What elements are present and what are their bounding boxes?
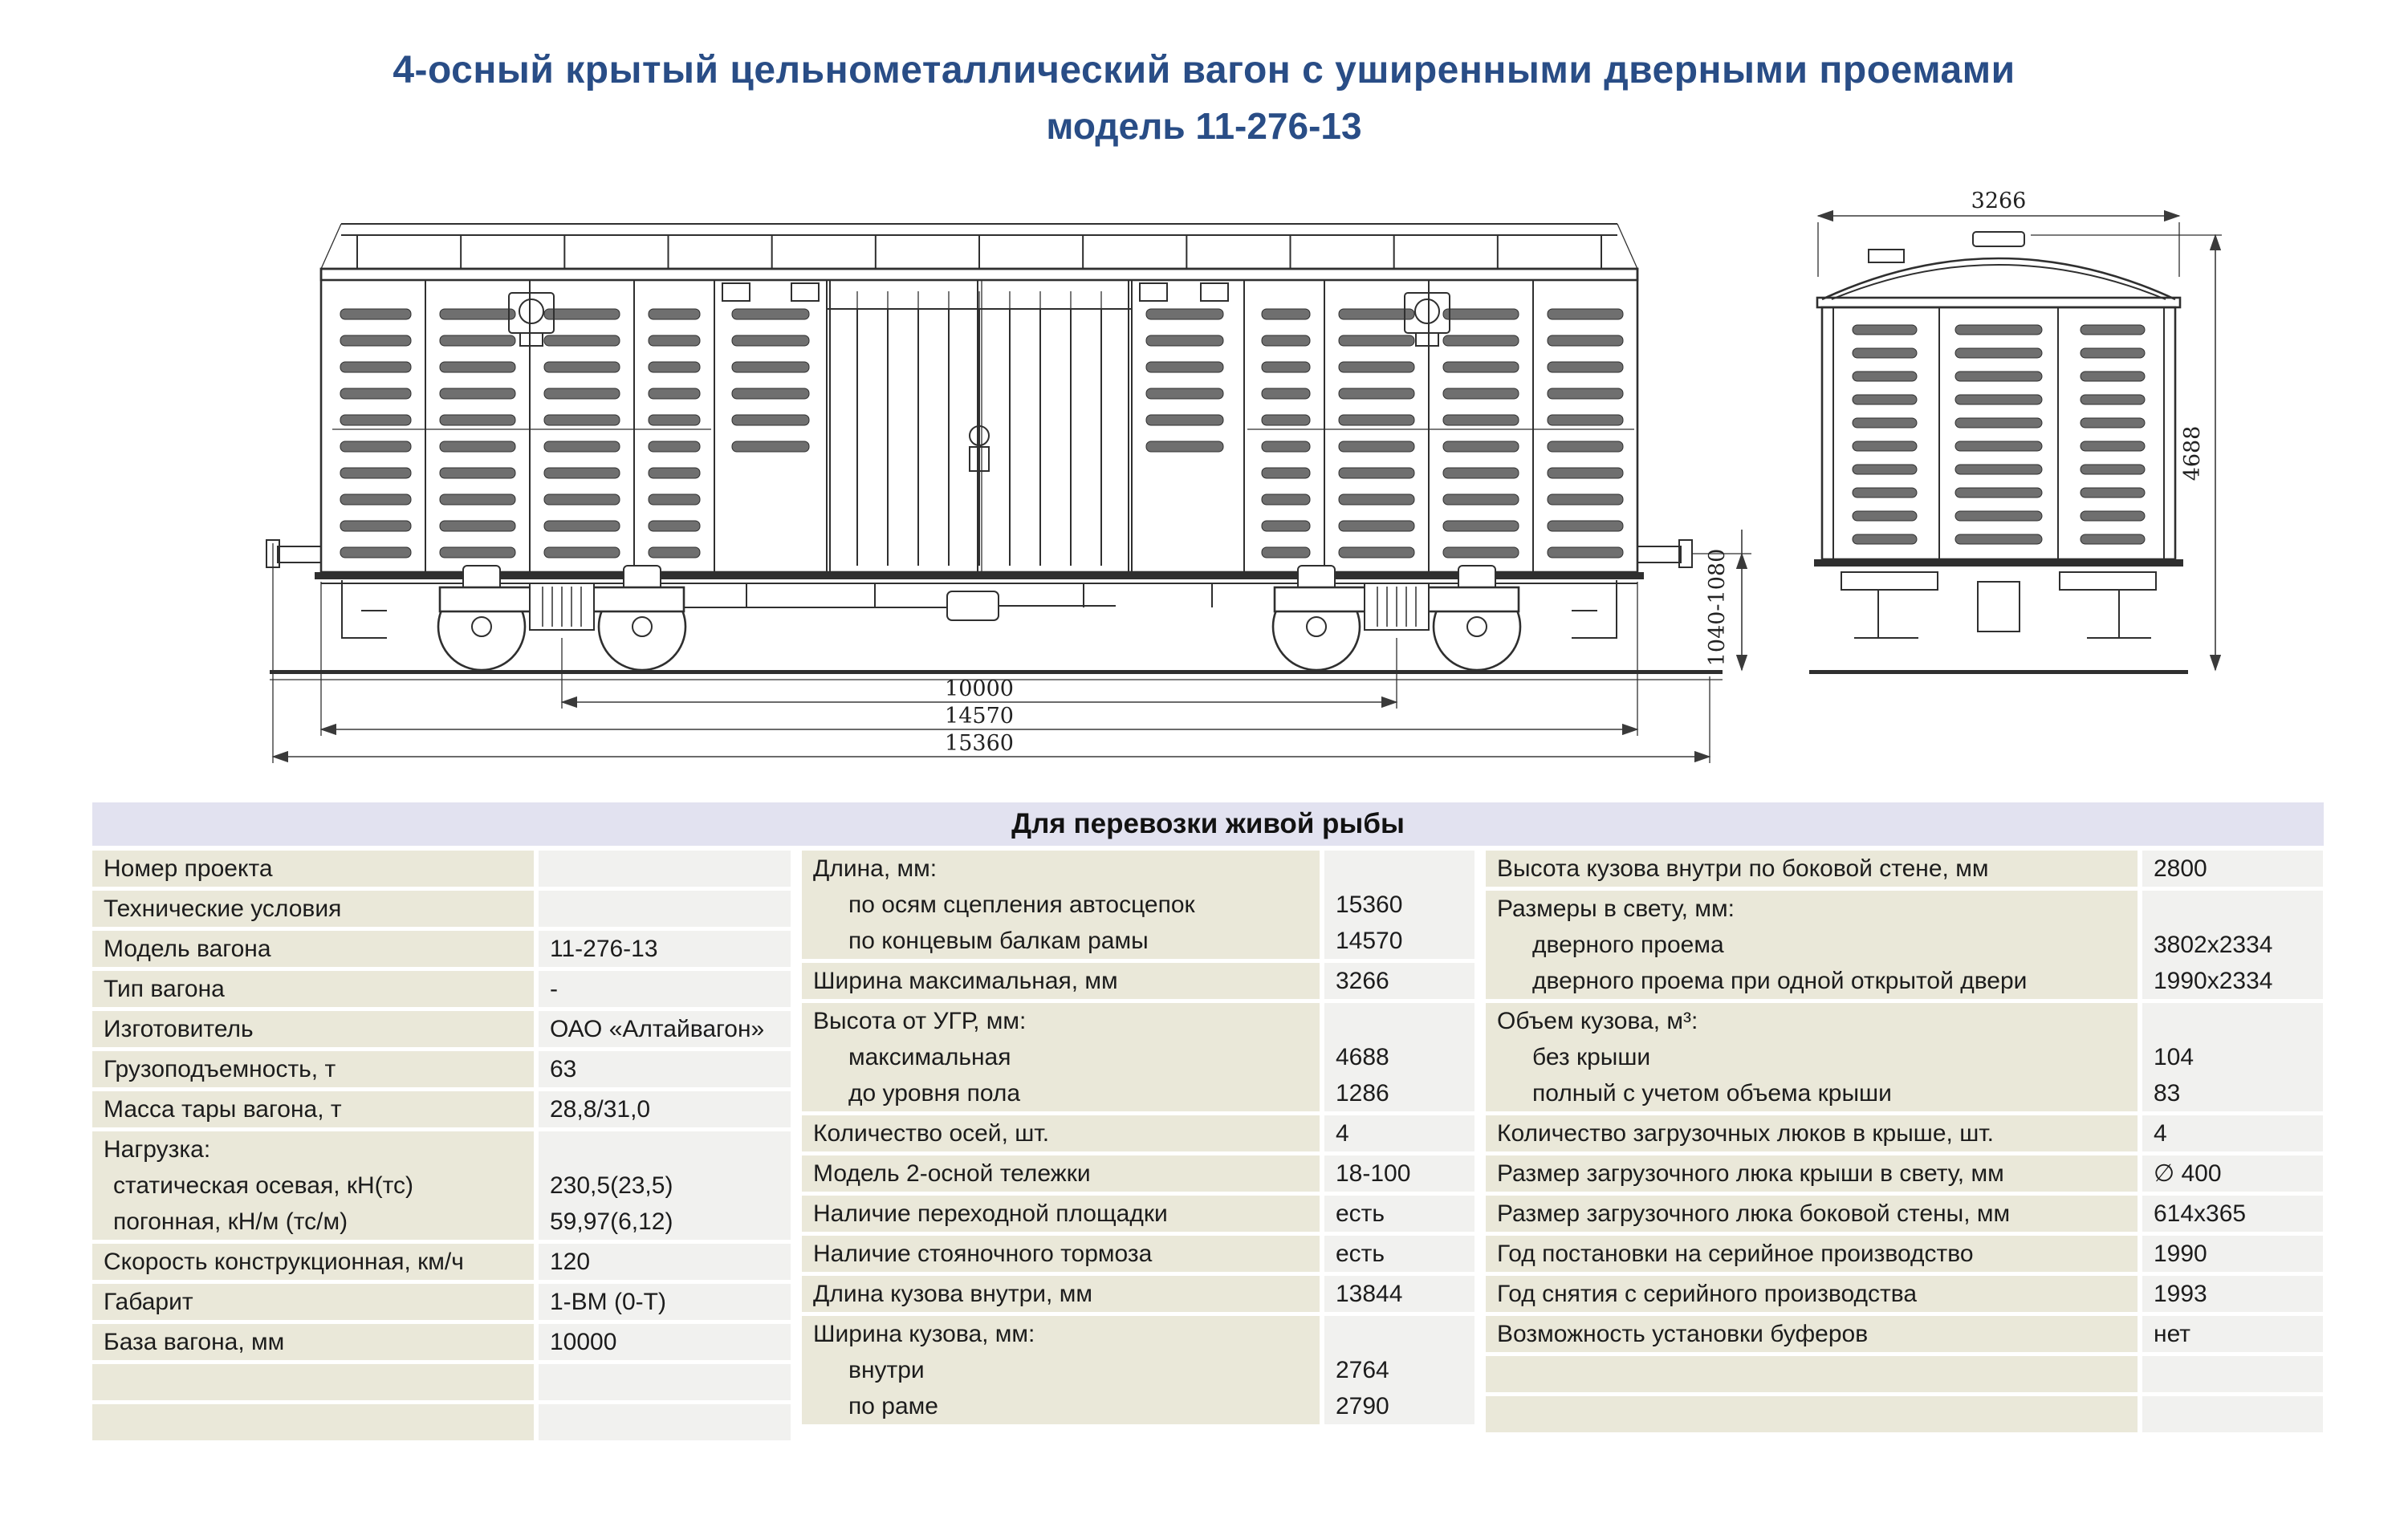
- label-cell: [802, 851, 1320, 959]
- end-undergear: [1841, 572, 2156, 638]
- value-cell: [1324, 1155, 1474, 1192]
- table-row: [1486, 1316, 2323, 1352]
- table-row: [802, 1196, 1474, 1232]
- value-text: [539, 1131, 791, 1168]
- label-text: максимальная: [848, 1044, 1011, 1070]
- dim-frame-length-label: 14570: [945, 704, 1014, 729]
- label-cell: [1486, 1396, 2138, 1432]
- table-row: [92, 1011, 791, 1047]
- label-text: полный с учетом объема крыши: [1532, 1080, 1892, 1107]
- value-text: 2764: [1336, 1357, 1389, 1383]
- label-text: Наличие стояночного тормоза: [813, 1241, 1153, 1267]
- value-text: 104: [2154, 1044, 2194, 1070]
- table-row: [1486, 851, 2323, 887]
- door-opening: [827, 280, 1132, 572]
- table-row: [92, 931, 791, 967]
- table-row: [802, 1316, 1474, 1424]
- spec-table: [92, 802, 2324, 1440]
- label-cell: [802, 1316, 1320, 1424]
- label-cell: [1486, 1316, 2138, 1352]
- end-louvers: [1853, 325, 2145, 544]
- value-cell: [539, 1051, 791, 1087]
- coupler-right: [1637, 540, 1692, 567]
- value-cell: [539, 1091, 791, 1127]
- label-cell: [92, 1244, 534, 1280]
- label-cell: [1486, 1196, 2138, 1232]
- value-text: 230,5(23,5): [550, 1172, 673, 1199]
- side-view: [266, 224, 1751, 763]
- value-cell: [539, 1284, 791, 1320]
- value-text: [2142, 1003, 2323, 1039]
- label-cell: [802, 1155, 1320, 1192]
- end-view: [1809, 189, 2222, 674]
- label-text: Нагрузка:: [104, 1136, 211, 1163]
- label-cell: [92, 931, 534, 967]
- table-caption: Для перевозки живой рыбы: [92, 802, 2324, 846]
- label-text: Изготовитель: [104, 1016, 254, 1042]
- value-text: [2142, 891, 2323, 927]
- label-cell: [92, 1131, 534, 1240]
- label-cell: [1486, 851, 2138, 887]
- value-text: нет: [2154, 1321, 2190, 1347]
- table-row: [92, 1284, 791, 1320]
- value-cell: [2142, 1356, 2323, 1392]
- table-row: [802, 1236, 1474, 1272]
- value-cell: [2142, 1396, 2323, 1432]
- label-text: дверного проема: [1532, 932, 1724, 958]
- label-text: по раме: [848, 1393, 938, 1419]
- value-cell: [2142, 891, 2323, 999]
- value-text: [539, 1404, 791, 1440]
- dim-coupler-length-label: 15360: [945, 731, 1014, 756]
- value-text: 2790: [1336, 1393, 1389, 1419]
- label-cell: [92, 971, 534, 1007]
- value-cell: [539, 1404, 791, 1440]
- spec-group-2: [802, 851, 1474, 1424]
- label-cell: [92, 1404, 534, 1440]
- label-cell: [802, 1276, 1320, 1312]
- table-row: [92, 971, 791, 1007]
- value-text: 614х365: [2154, 1200, 2247, 1227]
- label-cell: [802, 963, 1320, 999]
- table-row: [1486, 1356, 2323, 1392]
- dim-end-width-label: 3266: [1971, 189, 2027, 213]
- label-text: Наличие переходной площадки: [813, 1200, 1168, 1227]
- table-row: [92, 891, 791, 927]
- value-text: 2800: [2154, 855, 2207, 882]
- label-text: Длина кузова внутри, мм: [813, 1281, 1092, 1307]
- value-cell: [539, 851, 791, 887]
- label-cell: [92, 891, 534, 927]
- table-row: [92, 1244, 791, 1280]
- label-cell: [92, 1364, 534, 1400]
- table-row: [802, 851, 1474, 959]
- rail-line-end: [1809, 670, 2188, 674]
- label-text: Размер загрузочного люка крыши в свету, мм: [1497, 1160, 2004, 1187]
- label-text: Количество осей, шт.: [813, 1120, 1050, 1147]
- value-text: 1-ВМ (0-Т): [550, 1289, 666, 1315]
- value-cell: [1324, 851, 1474, 959]
- label-text: по концевым балкам рамы: [848, 928, 1149, 954]
- value-cell: [1324, 963, 1474, 999]
- label-cell: [1486, 1236, 2138, 1272]
- coupler-left: [266, 540, 321, 567]
- title-line-1: 4-осный крытый цельнометаллический вагон с уширенными дверными проемами: [393, 49, 2015, 91]
- value-cell: [539, 1364, 791, 1400]
- label-cell: [92, 1091, 534, 1127]
- label-text: Грузоподъемность, т: [104, 1056, 336, 1082]
- table-row: [1486, 891, 2323, 999]
- value-text: 120: [550, 1249, 591, 1275]
- value-text: -: [550, 976, 558, 1002]
- value-cell: [2142, 1276, 2323, 1312]
- label-cell: [1486, 891, 2138, 999]
- page-title: [0, 42, 2408, 152]
- value-text: [1324, 1316, 1474, 1352]
- dim-end-height: [2031, 235, 2222, 670]
- value-text: [1324, 1003, 1474, 1039]
- value-text: 18-100: [1336, 1160, 1411, 1187]
- label-text: База вагона, мм: [104, 1329, 285, 1355]
- label-text: Масса тары вагона, т: [104, 1096, 342, 1123]
- label-text: внутри: [848, 1357, 925, 1383]
- table-row: [92, 1364, 791, 1400]
- table-row: [92, 1091, 791, 1127]
- table-row: [92, 851, 791, 887]
- label-cell: [1486, 1155, 2138, 1192]
- value-text: 15360: [1336, 891, 1403, 918]
- label-text: Год снятия с серийного производства: [1497, 1281, 1918, 1307]
- label-cell: [1486, 1276, 2138, 1312]
- title-line-2: модель 11-276-13: [1046, 105, 1362, 147]
- value-cell: [1324, 1003, 1474, 1111]
- value-cell: [2142, 851, 2323, 887]
- table-row: [1486, 1003, 2323, 1111]
- table-row: [802, 963, 1474, 999]
- value-text: ОАО «Алтайвагон»: [550, 1016, 765, 1042]
- value-cell: [2142, 1316, 2323, 1352]
- table-row: [1486, 1115, 2323, 1151]
- value-text: 4: [2154, 1120, 2167, 1147]
- value-text: [2142, 1396, 2323, 1432]
- dim-end-height-label: 4688: [2180, 425, 2205, 481]
- spec-group-1: [92, 851, 791, 1440]
- value-cell: [2142, 1196, 2323, 1232]
- value-text: 1286: [1336, 1080, 1389, 1107]
- table-row: [92, 1131, 791, 1240]
- label-cell: [92, 1324, 534, 1360]
- label-cell: [92, 851, 534, 887]
- value-cell: [539, 1244, 791, 1280]
- value-text: 63: [550, 1056, 577, 1082]
- label-cell: [1486, 1003, 2138, 1111]
- value-text: 3802х2334: [2154, 932, 2273, 958]
- value-text: 3266: [1336, 968, 1389, 994]
- label-text: Возможность установки буферов: [1497, 1321, 1869, 1347]
- table-row: [1486, 1155, 2323, 1192]
- value-text: [539, 891, 791, 927]
- roof-hatch-end: [1973, 232, 2024, 246]
- value-cell: [539, 931, 791, 967]
- value-text: [539, 1364, 791, 1400]
- value-cell: [1324, 1276, 1474, 1312]
- value-text: 1993: [2154, 1281, 2207, 1307]
- value-text: 4: [1336, 1120, 1349, 1147]
- label-text: Размеры в свету, мм:: [1497, 895, 1735, 922]
- value-text: 83: [2154, 1080, 2181, 1107]
- label-text: Размер загрузочного люка боковой стены, мм: [1497, 1200, 2011, 1227]
- label-text: Тип вагона: [104, 976, 225, 1002]
- label-cell: [92, 1011, 534, 1047]
- label-text: Скорость конструкционная, км/ч: [104, 1249, 464, 1275]
- table-row: [92, 1324, 791, 1360]
- dim-wheelbase-label: 10000: [945, 676, 1014, 701]
- label-cell: [1486, 1115, 2138, 1151]
- table-row: [802, 1003, 1474, 1111]
- table-row: [92, 1051, 791, 1087]
- value-text: есть: [1336, 1241, 1385, 1267]
- label-text: Длина, мм:: [813, 855, 938, 882]
- label-text: Количество загрузочных люков в крыше, шт.: [1497, 1120, 1995, 1147]
- table-row: [802, 1155, 1474, 1192]
- label-text: Высота кузова внутри по боковой стене, мм: [1497, 855, 1989, 882]
- label-text: Высота от УГР, мм:: [813, 1008, 1027, 1034]
- value-text: 13844: [1336, 1281, 1403, 1307]
- label-text: Технические условия: [104, 895, 342, 922]
- value-cell: [1324, 1196, 1474, 1232]
- value-text: [2142, 1356, 2323, 1392]
- value-cell: [2142, 1003, 2323, 1111]
- table-row: [1486, 1196, 2323, 1232]
- door-bars: [857, 291, 1101, 566]
- rail-line: [270, 670, 1723, 674]
- table-row: [1486, 1236, 2323, 1272]
- label-cell: [802, 1003, 1320, 1111]
- walkway-posts: [357, 235, 1601, 269]
- value-cell: [1324, 1115, 1474, 1151]
- value-cell: [539, 891, 791, 927]
- value-cell: [1324, 1316, 1474, 1424]
- label-cell: [92, 1284, 534, 1320]
- spec-group-3: [1486, 851, 2323, 1432]
- label-text: Ширина максимальная, мм: [813, 968, 1118, 994]
- value-text: 14570: [1336, 928, 1403, 954]
- value-text: 59,97(6,12): [550, 1208, 673, 1235]
- roof-vent-end: [1869, 250, 1904, 262]
- value-cell: [539, 971, 791, 1007]
- label-text: Модель 2-осной тележки: [813, 1160, 1091, 1187]
- dim-coupler-height: [1692, 530, 1751, 670]
- table-row: [802, 1276, 1474, 1312]
- label-text: Ширина кузова, мм:: [813, 1321, 1035, 1347]
- label-text: Номер проекта: [104, 855, 273, 882]
- value-cell: [2142, 1115, 2323, 1151]
- value-cell: [2142, 1236, 2323, 1272]
- label-cell: [802, 1236, 1320, 1272]
- value-text: 28,8/31,0: [550, 1096, 651, 1123]
- value-cell: [539, 1324, 791, 1360]
- value-text: 1990: [2154, 1241, 2207, 1267]
- label-cell: [802, 1196, 1320, 1232]
- value-text: ∅ 400: [2154, 1160, 2222, 1187]
- label-cell: [1486, 1356, 2138, 1392]
- value-cell: [539, 1131, 791, 1240]
- value-cell: [2142, 1155, 2323, 1192]
- label-text: [1486, 1356, 2138, 1392]
- table-row: [802, 1115, 1474, 1151]
- label-text: Габарит: [104, 1289, 193, 1315]
- label-text: без крыши: [1532, 1044, 1651, 1070]
- value-cell: [1324, 1236, 1474, 1272]
- label-text: по осям сцепления автосцепок: [848, 891, 1195, 918]
- label-text: Модель вагона: [104, 936, 271, 962]
- label-text: [92, 1404, 534, 1440]
- value-text: [1324, 851, 1474, 887]
- label-text: Год постановки на серийное производство: [1497, 1241, 1974, 1267]
- value-text: 4688: [1336, 1044, 1389, 1070]
- spec-table-groups: [92, 851, 2324, 1440]
- label-cell: [92, 1051, 534, 1087]
- value-text: есть: [1336, 1200, 1385, 1227]
- value-text: [539, 851, 791, 887]
- label-text: Объем кузова, м³:: [1497, 1008, 1698, 1034]
- table-row: [92, 1404, 791, 1440]
- label-text: до уровня пола: [848, 1080, 1021, 1107]
- value-text: 1990х2334: [2154, 968, 2273, 994]
- value-text: 10000: [550, 1329, 617, 1355]
- label-text: дверного проема при одной открытой двери: [1532, 968, 2028, 994]
- label-cell: [802, 1115, 1320, 1151]
- label-text: статическая осевая, кН(тс): [113, 1172, 414, 1199]
- label-text: [1486, 1396, 2138, 1432]
- table-row: [1486, 1396, 2323, 1432]
- dim-coupler-height-label: 1040-1080: [1705, 548, 1730, 667]
- label-text: погонная, кН/м (тс/м): [113, 1208, 348, 1235]
- value-cell: [539, 1011, 791, 1047]
- value-text: 11-276-13: [550, 936, 658, 962]
- label-text: [92, 1364, 534, 1400]
- table-row: [1486, 1276, 2323, 1312]
- wagon-drawing: [265, 189, 2231, 774]
